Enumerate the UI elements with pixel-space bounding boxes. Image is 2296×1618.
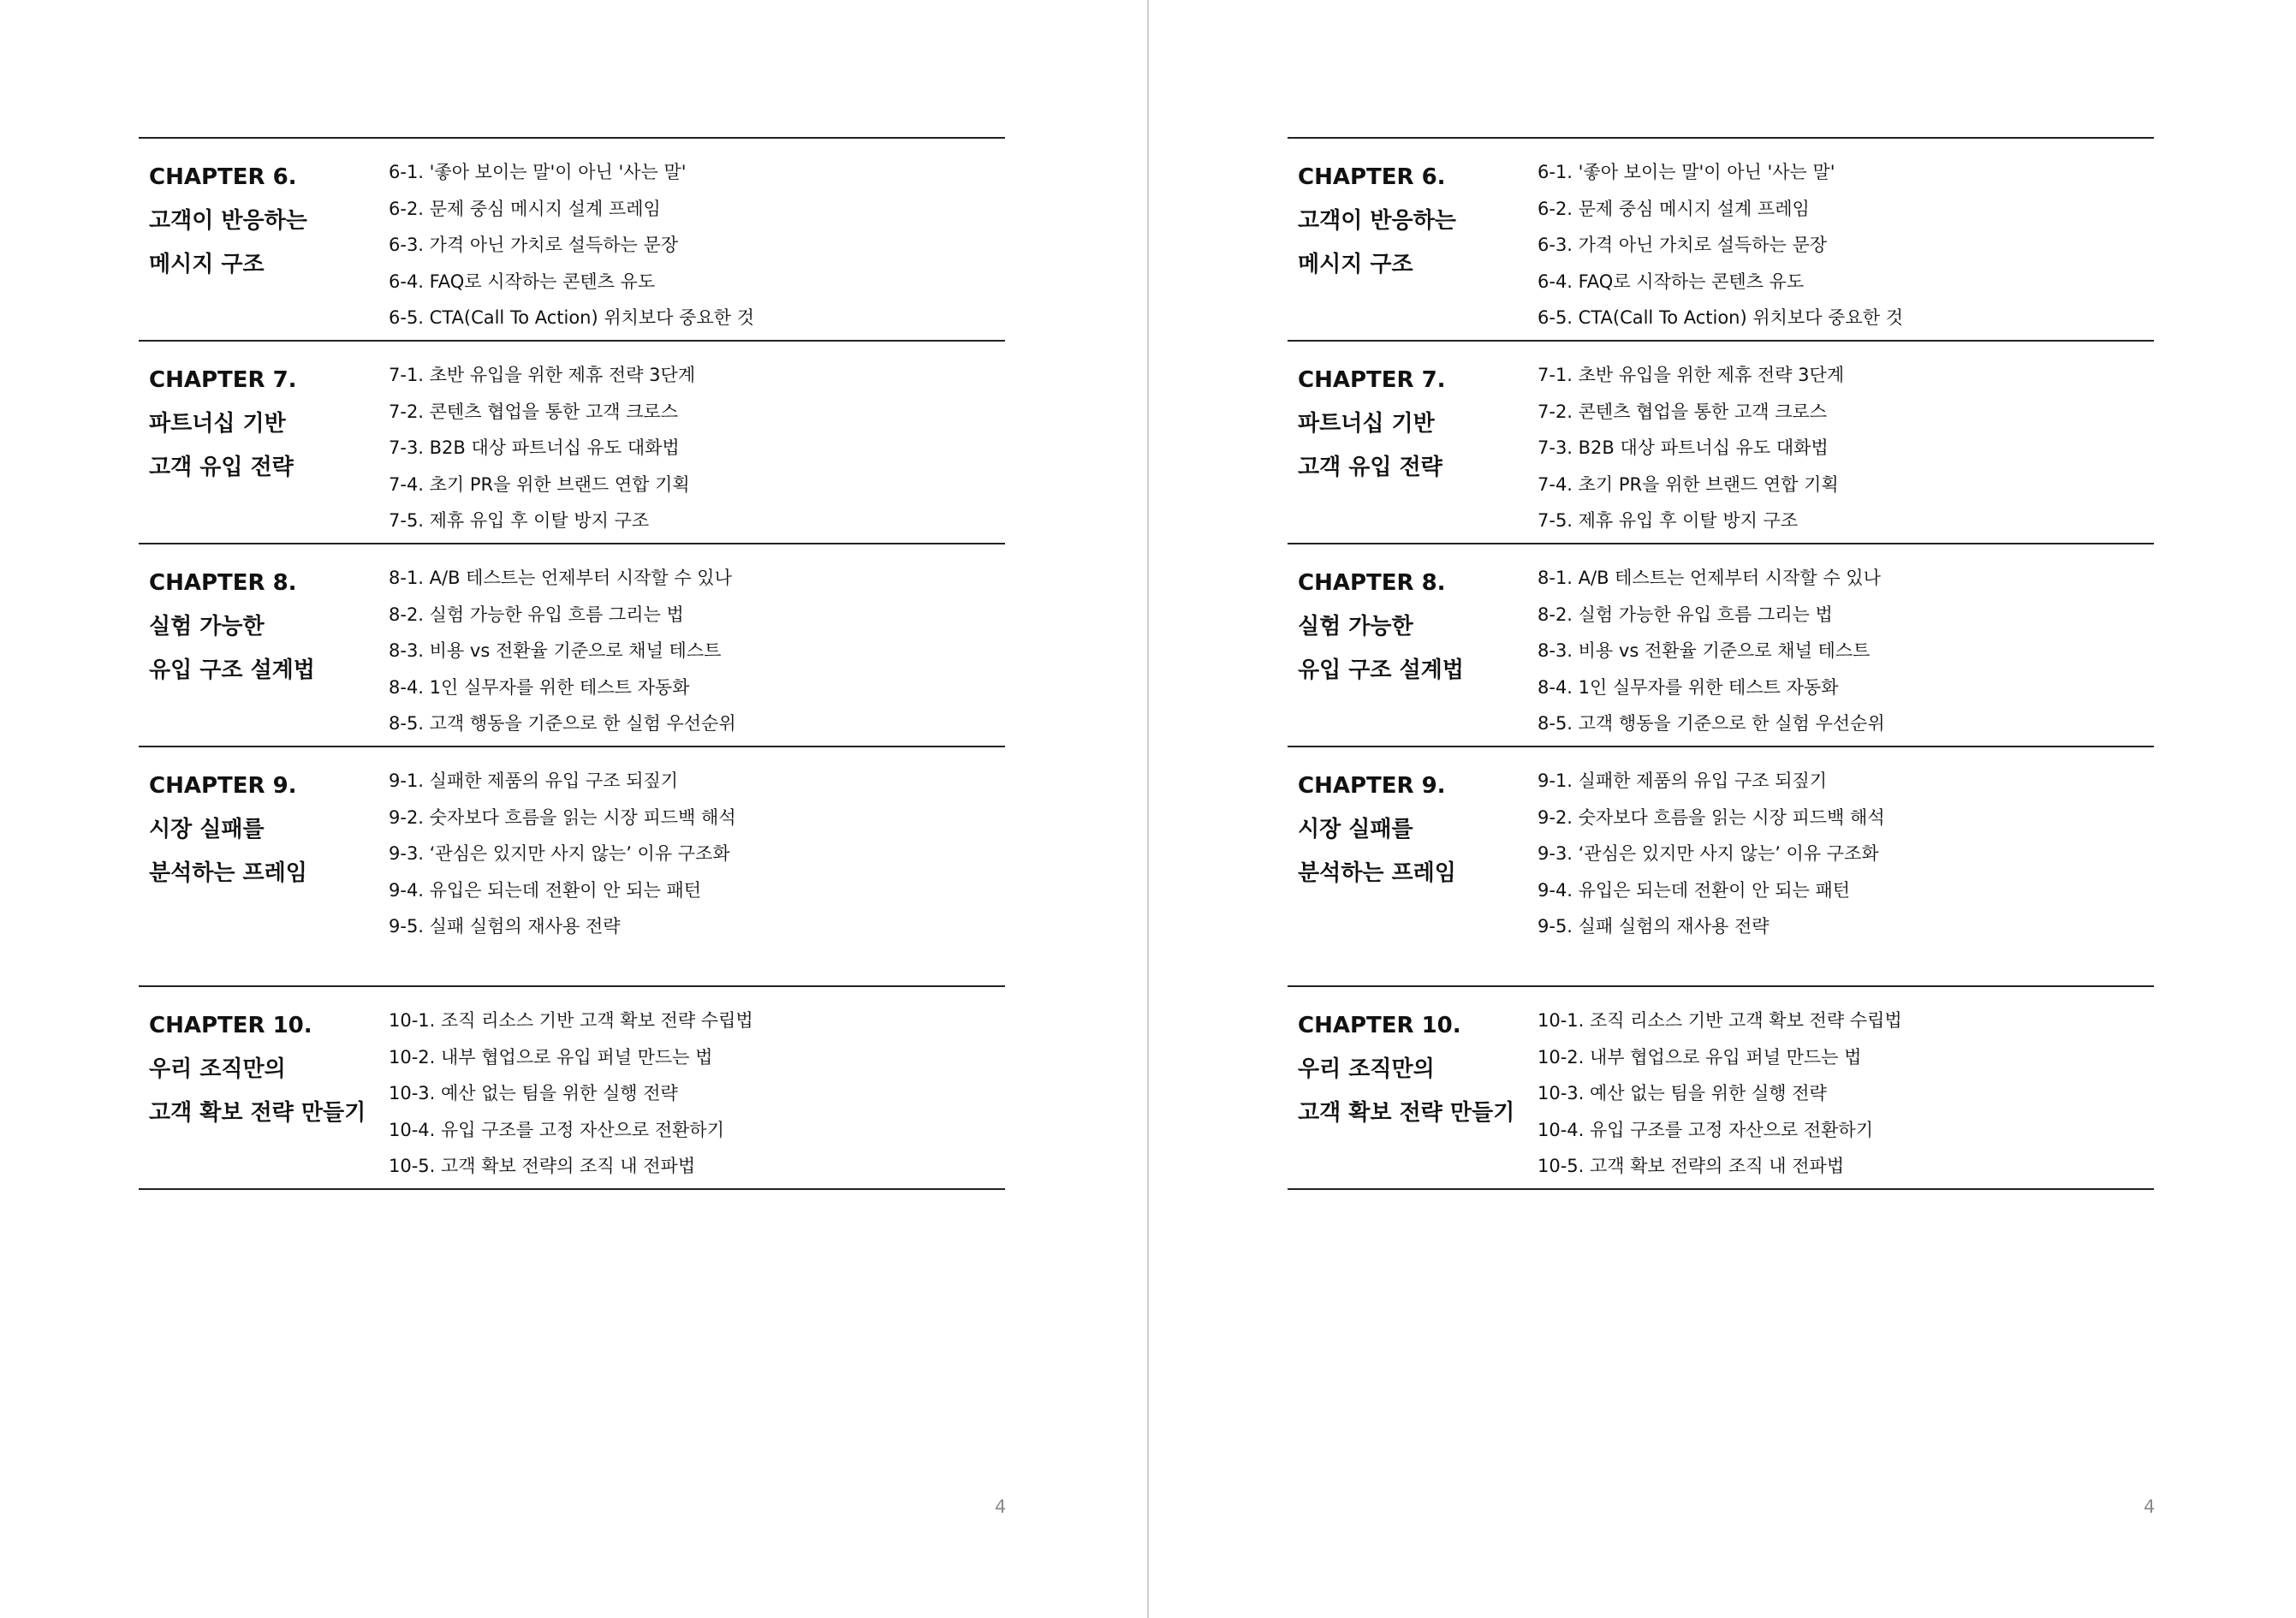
chapter-label: CHAPTER 9. [1298,773,1446,799]
page-left [0,0,1147,1618]
section-item: 6-2. 문제 중심 메시지 설계 프레임 [389,198,661,219]
section-item: 10-5. 고객 확보 전략의 조직 내 전파법 [1538,1156,1845,1176]
section-item: 8-5. 고객 행동을 기준으로 한 실험 우선순위 [389,713,736,734]
chapter-title-line: 고객 유입 전략 [149,455,294,480]
chapter-row [1288,544,2154,747]
chapter-title-line: 실험 가능한 [149,614,265,639]
section-item: 10-3. 예산 없는 팀을 위한 실행 전략 [389,1083,678,1103]
section-item: 8-1. A/B 테스트는 언제부터 시작할 수 있나 [1538,568,1881,588]
section-item: 7-5. 제휴 유입 후 이탈 방지 구조 [1538,510,1799,531]
section-item: 9-5. 실패 실험의 재사용 전략 [389,916,621,937]
chapter-title-line: 분석하는 프레임 [1298,860,1456,886]
section-item: 8-5. 고객 행동을 기준으로 한 실험 우선순위 [1538,713,1885,734]
section-item: 8-1. A/B 테스트는 언제부터 시작할 수 있나 [389,568,732,588]
section-item: 8-4. 1인 실무자를 위한 테스트 자동화 [1538,676,1839,698]
section-item: 8-2. 실험 가능한 유입 흐름 그리는 법 [1538,604,1833,625]
section-item: 9-5. 실패 실험의 재사용 전략 [1538,916,1770,937]
chapter-row [1288,342,2154,544]
chapter-label: CHAPTER 10. [149,1013,312,1038]
chapter-label: CHAPTER 7. [1298,367,1446,393]
section-item: 7-4. 초기 PR을 위한 브랜드 연합 기획 [1538,473,1839,495]
section-item: 7-5. 제휴 유입 후 이탈 방지 구조 [389,510,650,531]
chapter-title-line: 고객 확보 전략 만들기 [1298,1100,1515,1126]
chapter-title-line: 파트너십 기반 [149,411,286,437]
chapter-title-line: 실험 가능한 [1298,614,1413,639]
chapter-title-line: 분석하는 프레임 [149,860,307,886]
section-item: 8-2. 실험 가능한 유입 흐름 그리는 법 [389,604,684,625]
chapter-label: CHAPTER 6. [149,164,297,190]
section-item: 10-2. 내부 협업으로 유입 퍼널 만드는 법 [1538,1046,1862,1068]
section-item: 10-4. 유입 구조를 고정 자산으로 전환하기 [1538,1119,1874,1140]
section-item: 10-3. 예산 없는 팀을 위한 실행 전략 [1538,1083,1827,1103]
chapter-row [1288,987,2154,1190]
chapter-title-line: 우리 조직만의 [149,1056,286,1082]
section-item: 8-4. 1인 실무자를 위한 테스트 자동화 [389,676,690,698]
section-item: 10-1. 조직 리소스 기반 고객 확보 전략 수립법 [389,1010,753,1031]
section-item: 10-5. 고객 확보 전략의 조직 내 전파법 [389,1156,696,1176]
section-item: 9-3. ‘관심은 있지만 사지 않는’ 이유 구조화 [389,843,730,864]
section-item: 6-1. '좋아 보이는 말'이 아닌 '사는 말' [389,162,687,182]
chapter-heading [1298,764,1529,895]
section-item: 7-3. B2B 대상 파트너십 유도 대화법 [1538,437,1829,458]
chapter-title-line: 우리 조직만의 [1298,1056,1435,1082]
chapter-label: CHAPTER 6. [1298,164,1446,190]
section-item: 6-3. 가격 아닌 가치로 설득하는 문장 [1538,235,1828,255]
section-item: 7-1. 초반 유입을 위한 제휴 전략 3단계 [389,365,696,385]
section-item: 7-2. 콘텐츠 협업을 통한 고객 크로스 [389,401,679,422]
chapter-heading [1298,1004,1529,1135]
chapter-title-line: 고객 유입 전략 [1298,455,1442,480]
page-number: 4 [2144,1496,2156,1517]
chapter-title-line: 시장 실패를 [1298,817,1413,842]
chapter-title-line: 고객이 반응하는 [1298,208,1456,234]
chapter-title-line: 유입 구조 설계법 [149,657,315,683]
section-item: 8-3. 비용 vs 전환율 기준으로 채널 테스트 [1538,640,1871,661]
chapter-row [1288,747,2154,987]
section-list [389,1002,753,1185]
section-list [1538,154,1903,336]
chapter-row [139,747,1005,987]
section-item: 7-2. 콘텐츠 협업을 통한 고객 크로스 [1538,401,1828,422]
section-item: 10-4. 유입 구조를 고정 자산으로 전환하기 [389,1119,725,1140]
section-item: 9-4. 유입은 되는데 전환이 안 되는 패턴 [389,879,702,901]
section-item: 9-1. 실패한 제품의 유입 구조 되짚기 [389,770,679,791]
chapter-heading [149,1004,380,1135]
section-item: 9-4. 유입은 되는데 전환이 안 되는 패턴 [1538,879,1851,901]
chapter-label: CHAPTER 8. [149,570,297,596]
section-list [389,154,754,336]
section-item: 6-4. FAQ로 시작하는 콘텐츠 유도 [389,271,656,292]
section-item: 9-2. 숫자보다 흐름을 읽는 시장 피드백 해석 [1538,806,1885,828]
chapter-heading [1298,156,1529,287]
chapter-label: CHAPTER 7. [149,367,297,393]
section-list [1538,1002,1902,1185]
section-item: 8-3. 비용 vs 전환율 기준으로 채널 테스트 [389,640,722,661]
section-list [1538,763,1885,945]
section-item: 7-4. 초기 PR을 위한 브랜드 연합 기획 [389,473,690,495]
chapter-row [139,139,1005,342]
chapter-row [1288,139,2154,342]
table-of-contents [139,137,1005,1190]
section-item: 6-1. '좋아 보이는 말'이 아닌 '사는 말' [1538,162,1835,182]
page-right [1149,0,2296,1618]
chapter-row [139,987,1005,1190]
section-item: 7-3. B2B 대상 파트너십 유도 대화법 [389,437,680,458]
chapter-label: CHAPTER 10. [1298,1013,1461,1038]
page-number: 4 [995,1496,1007,1517]
section-item: 6-4. FAQ로 시작하는 콘텐츠 유도 [1538,271,1805,292]
section-list [389,357,695,539]
chapter-heading [1298,359,1529,490]
section-item: 9-1. 실패한 제품의 유입 구조 되짚기 [1538,770,1828,791]
table-of-contents [1288,137,2154,1190]
chapter-title-line: 시장 실패를 [149,817,265,842]
section-list [1538,357,1844,539]
section-item: 10-2. 내부 협업으로 유입 퍼널 만드는 법 [389,1046,713,1068]
chapter-heading [149,764,380,895]
section-item: 6-3. 가격 아닌 가치로 설득하는 문장 [389,235,679,255]
chapter-heading [1298,562,1529,693]
chapter-title-line: 파트너십 기반 [1298,411,1435,437]
section-list [389,763,736,945]
chapter-title-line: 유입 구조 설계법 [1298,657,1464,683]
chapter-title-line: 메시지 구조 [149,252,265,277]
chapter-row [139,342,1005,544]
chapter-title-line: 메시지 구조 [1298,252,1413,277]
chapter-row [139,544,1005,747]
section-item: 6-5. CTA(Call To Action) 위치보다 중요한 것 [1538,307,1904,328]
chapter-label: CHAPTER 9. [149,773,297,799]
section-item: 6-2. 문제 중심 메시지 설계 프레임 [1538,198,1810,219]
chapter-title-line: 고객이 반응하는 [149,208,307,234]
section-item: 6-5. CTA(Call To Action) 위치보다 중요한 것 [389,307,755,328]
section-item: 9-3. ‘관심은 있지만 사지 않는’ 이유 구조화 [1538,843,1879,864]
section-list [1538,560,1885,742]
chapter-heading [149,359,380,490]
section-item: 10-1. 조직 리소스 기반 고객 확보 전략 수립법 [1538,1010,1902,1031]
chapter-title-line: 고객 확보 전략 만들기 [149,1100,366,1126]
chapter-heading [149,156,380,287]
chapter-label: CHAPTER 8. [1298,570,1446,596]
section-list [389,560,736,742]
chapter-heading [149,562,380,693]
section-item: 7-1. 초반 유입을 위한 제휴 전략 3단계 [1538,365,1845,385]
section-item: 9-2. 숫자보다 흐름을 읽는 시장 피드백 해석 [389,806,736,828]
